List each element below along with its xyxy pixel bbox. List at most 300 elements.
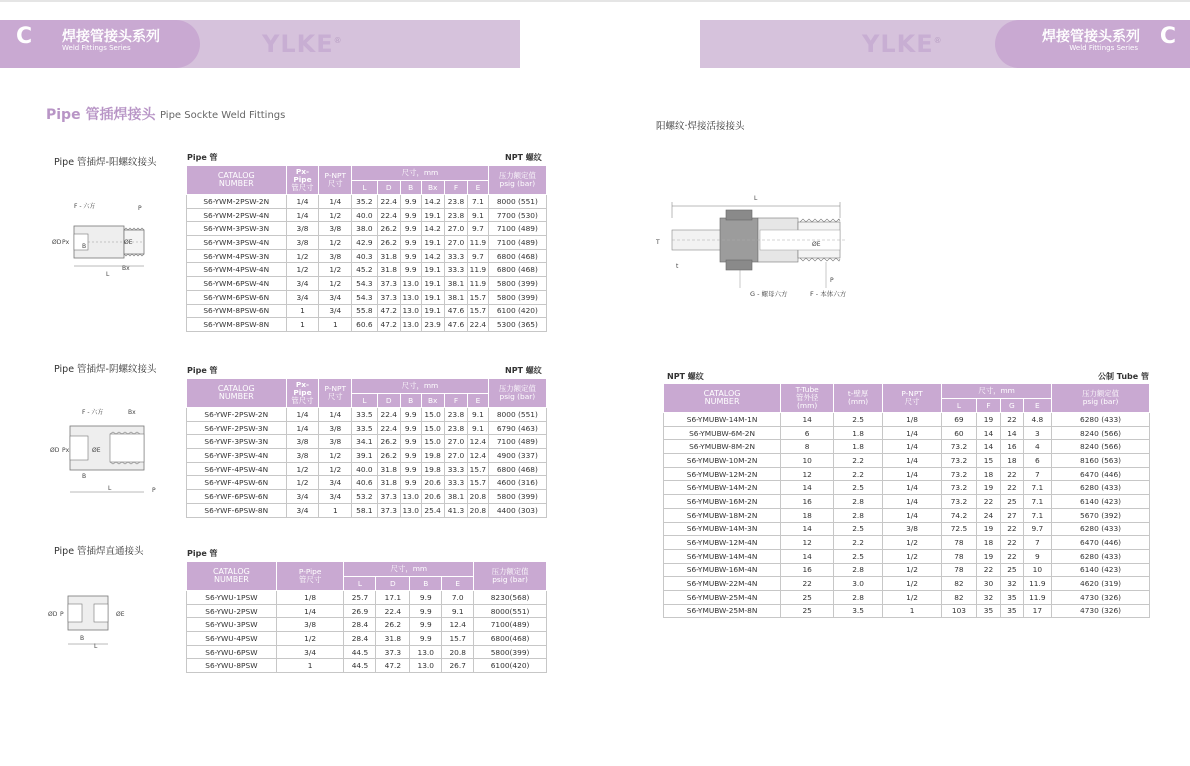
sec1-h-catalog: CATALOG NUMBER (187, 166, 287, 195)
svg-text:ØE: ØE (812, 241, 821, 248)
value-cell: 20.8 (442, 645, 474, 659)
value-cell: 13.0 (400, 277, 421, 291)
value-cell: 3/4 (319, 304, 352, 318)
value-cell: 11.9 (468, 277, 489, 291)
catalog-number-cell: S6-YMUBW-12M-4N (664, 536, 781, 550)
value-cell: 103 (942, 604, 977, 618)
value-cell: 25 (1001, 495, 1023, 509)
value-cell: 32 (1001, 577, 1023, 591)
svg-text:Px: Px (62, 447, 70, 454)
sec4-table-row (664, 454, 1150, 468)
value-cell: 6140 (423) (1052, 495, 1150, 509)
value-cell: 47.6 (444, 304, 467, 318)
value-cell: 27.0 (444, 435, 467, 449)
value-cell: 17 (1023, 604, 1052, 618)
catalog-number-cell: S6-YMUBW-14M-2N (664, 481, 781, 495)
brand-logo: YLKE® (262, 30, 343, 58)
sec2-h-pxpipe: Px-Pipe 管尺寸 (286, 379, 319, 408)
value-cell: 15.7 (442, 632, 474, 646)
value-cell: 9.1 (442, 604, 474, 618)
svg-text:T: T (656, 239, 660, 246)
value-cell: 15.0 (421, 421, 444, 435)
value-cell: 7100 (489) (488, 236, 546, 250)
value-cell: 9.9 (400, 421, 421, 435)
sec2-h-press: 压力额定值 psig (bar) (488, 379, 546, 408)
value-cell: 18 (1001, 454, 1023, 468)
value-cell: 8160 (563) (1052, 454, 1150, 468)
value-cell: 20.8 (468, 503, 489, 517)
catalog-number-cell: S6-YMUBW-6M-2N (664, 426, 781, 440)
catalog-number-cell: S6-YWU-1PSW (187, 591, 277, 605)
value-cell: 31.8 (377, 462, 400, 476)
value-cell: 2.2 (834, 467, 883, 481)
value-cell: 19.1 (421, 290, 444, 304)
value-cell: 23.8 (444, 208, 467, 222)
value-cell: 60 (942, 426, 977, 440)
value-cell: 9.9 (400, 208, 421, 222)
sec3-table-row (187, 604, 547, 618)
brand-logo-right: YLKE® (862, 30, 943, 58)
value-cell: 20.6 (421, 490, 444, 504)
value-cell: 19 (976, 549, 1000, 563)
value-cell: 9.9 (400, 408, 421, 422)
sec3-title: Pipe 管插焊直通接头 (54, 546, 144, 557)
sec4-table-row (664, 604, 1150, 618)
sec2-table-row (187, 435, 547, 449)
sec1-title: Pipe 管插焊-阳螺纹接头 (54, 157, 157, 168)
value-cell: 11.9 (1023, 577, 1052, 591)
value-cell: 40.3 (352, 249, 377, 263)
svg-text:Px: Px (62, 239, 70, 246)
value-cell: 4400 (303) (488, 503, 546, 517)
value-cell: 15.7 (468, 290, 489, 304)
value-cell: 5800 (399) (488, 490, 546, 504)
value-cell: 74.2 (942, 508, 977, 522)
sec2-table-row (187, 449, 547, 463)
value-cell: 6470 (446) (1052, 467, 1150, 481)
sec1-npt-label: NPT 螺纹 (505, 153, 542, 162)
sec4-h-catalog: CATALOG NUMBER (664, 384, 781, 413)
value-cell: 2.5 (834, 481, 883, 495)
value-cell: 12.4 (442, 618, 474, 632)
value-cell: 8240 (566) (1052, 426, 1150, 440)
value-cell: 3/4 (319, 290, 352, 304)
value-cell: 22.4 (468, 318, 489, 332)
value-cell: 2.8 (834, 563, 883, 577)
value-cell: 22.4 (377, 408, 400, 422)
value-cell: 23.8 (444, 195, 467, 209)
value-cell: 4620 (319) (1052, 577, 1150, 591)
value-cell: 13.0 (400, 304, 421, 318)
value-cell: 3.5 (834, 604, 883, 618)
value-cell: 16 (781, 495, 834, 509)
value-cell: 1/4 (883, 426, 942, 440)
catalog-number-cell: S6-YWM-4PSW-4N (187, 263, 287, 277)
sec4-spec-table (663, 383, 1150, 618)
sec1-h-pnpt: P-NPT 尺寸 (319, 166, 352, 195)
value-cell: 13.0 (410, 645, 442, 659)
catalog-number-cell: S6-YWU-2PSW (187, 604, 277, 618)
value-cell: 6800 (468) (488, 263, 546, 277)
sec2-female-connector-drawing (48, 404, 168, 498)
value-cell: 38.1 (444, 277, 467, 291)
sec3-col-e: E (442, 577, 474, 591)
value-cell: 11.9 (468, 236, 489, 250)
value-cell: 14 (781, 413, 834, 427)
value-cell: 78 (942, 536, 977, 550)
svg-text:F - 本体六方: F - 本体六方 (810, 290, 847, 298)
sec1-h-press: 压力额定值 psig (bar) (488, 166, 546, 195)
sec2-table-row (187, 476, 547, 490)
catalog-number-cell: S6-YWM-3PSW-3N (187, 222, 287, 236)
value-cell: 22 (976, 563, 1000, 577)
svg-text:F - 六方: F - 六方 (82, 409, 104, 416)
value-cell: 4730 (326) (1052, 590, 1150, 604)
value-cell: 8240 (566) (1052, 440, 1150, 454)
value-cell: 2.8 (834, 495, 883, 509)
value-cell: 41.3 (444, 503, 467, 517)
top-rule (0, 0, 1190, 2)
series-title-en: Weld Fittings Series (62, 44, 131, 52)
catalog-number-cell: S6-YWF-2PSW-3N (187, 421, 287, 435)
sec3-table-row (187, 645, 547, 659)
sec3-h-press: 压力额定值 psig (bar) (474, 562, 547, 591)
value-cell: 37.3 (376, 645, 410, 659)
value-cell: 1/2 (883, 549, 942, 563)
value-cell: 35 (976, 604, 1000, 618)
value-cell: 1/2 (286, 462, 319, 476)
value-cell: 73.2 (942, 440, 977, 454)
value-cell: 22 (1001, 536, 1023, 550)
value-cell: 3/4 (286, 290, 319, 304)
value-cell: 27 (1001, 508, 1023, 522)
value-cell: 26.2 (377, 449, 400, 463)
sec1-male-connector-drawing (48, 200, 158, 280)
sec2-table-row (187, 490, 547, 504)
sec4-table-row (664, 549, 1150, 563)
value-cell: 19.8 (421, 462, 444, 476)
sec2-col-b: B (400, 394, 421, 408)
value-cell: 26.7 (442, 659, 474, 673)
sec1-col-bx: Bx (421, 181, 444, 195)
value-cell: 37.3 (377, 277, 400, 291)
sec1-table-row (187, 277, 547, 291)
value-cell: 22 (1001, 467, 1023, 481)
value-cell: 12 (781, 467, 834, 481)
value-cell: 9.7 (1023, 522, 1052, 536)
section-tab-right (995, 20, 1190, 68)
catalog-number-cell: S6-YWF-3PSW-3N (187, 435, 287, 449)
value-cell: 35.2 (352, 195, 377, 209)
series-title-cn: 焊接管接头系列 (62, 29, 160, 45)
value-cell: 14.2 (421, 195, 444, 209)
svg-text:P: P (60, 611, 64, 618)
value-cell: 53.2 (352, 490, 377, 504)
value-cell: 9.9 (410, 618, 442, 632)
value-cell: 6470 (446) (1052, 536, 1150, 550)
value-cell: 7.1 (1023, 481, 1052, 495)
svg-text:P: P (138, 205, 142, 212)
value-cell: 26.2 (376, 618, 410, 632)
catalog-number-cell: S6-YWM-6PSW-4N (187, 277, 287, 291)
series-title-cn-right: 焊接管接头系列 (1042, 29, 1140, 45)
value-cell: 7 (1023, 536, 1052, 550)
sec2-col-f: F (444, 394, 467, 408)
value-cell: 73.2 (942, 467, 977, 481)
value-cell: 7100 (489) (488, 435, 546, 449)
value-cell: 9.9 (400, 263, 421, 277)
catalog-number-cell: S6-YWF-6PSW-6N (187, 490, 287, 504)
sec4-tube-label: 公制 Tube 管 (1098, 372, 1149, 381)
value-cell: 14 (781, 549, 834, 563)
sec2-table-row (187, 462, 547, 476)
value-cell: 1/4 (319, 408, 352, 422)
sec3-table-row (187, 632, 547, 646)
value-cell: 1/2 (883, 536, 942, 550)
value-cell: 33.3 (444, 462, 467, 476)
svg-text:ØD: ØD (50, 447, 60, 454)
sec2-col-bx: Bx (421, 394, 444, 408)
value-cell: 35 (1001, 604, 1023, 618)
catalog-number-cell: S6-YWF-2PSW-2N (187, 408, 287, 422)
sec2-pipe-label: Pipe 管 (187, 366, 218, 375)
value-cell: 60.6 (352, 318, 377, 332)
section-letter-right: C (1159, 24, 1176, 49)
value-cell: 72.5 (942, 522, 977, 536)
value-cell: 9.7 (468, 222, 489, 236)
value-cell: 5300 (365) (488, 318, 546, 332)
sec4-h-press: 压力额定值 psig (bar) (1052, 384, 1150, 413)
value-cell: 26.2 (377, 236, 400, 250)
value-cell: 82 (942, 577, 977, 591)
value-cell: 22.4 (377, 421, 400, 435)
value-cell: 3/4 (319, 490, 352, 504)
sec4-col-e: E (1023, 399, 1052, 413)
value-cell: 9.9 (410, 632, 442, 646)
svg-text:ØD: ØD (48, 611, 58, 618)
value-cell: 1.8 (834, 426, 883, 440)
value-cell: 31.8 (377, 476, 400, 490)
value-cell: 22.4 (376, 604, 410, 618)
value-cell: 9.9 (410, 604, 442, 618)
value-cell: 1 (883, 604, 942, 618)
value-cell: 7100(489) (474, 618, 547, 632)
sec4-table-row (664, 467, 1150, 481)
catalog-number-cell: S6-YMUBW-16M-2N (664, 495, 781, 509)
right-heading: 阳螺纹·焊接活接接头 (656, 121, 745, 132)
value-cell: 1/2 (319, 208, 352, 222)
value-cell: 13.0 (410, 659, 442, 673)
value-cell: 19 (976, 413, 1000, 427)
sec4-table-row (664, 426, 1150, 440)
value-cell: 2.5 (834, 413, 883, 427)
value-cell: 34.1 (352, 435, 377, 449)
value-cell: 1/2 (286, 249, 319, 263)
value-cell: 2.8 (834, 590, 883, 604)
sec1-table-row (187, 195, 547, 209)
value-cell: 24 (976, 508, 1000, 522)
sec3-h-dim: 尺寸，mm (344, 562, 474, 577)
value-cell: 14 (781, 481, 834, 495)
sec1-table-row (187, 236, 547, 250)
value-cell: 27.0 (444, 236, 467, 250)
value-cell: 33.3 (444, 476, 467, 490)
sec3-table-row (187, 591, 547, 605)
value-cell: 9.9 (400, 222, 421, 236)
value-cell: 5800 (399) (488, 290, 546, 304)
value-cell: 9.1 (468, 421, 489, 435)
value-cell: 6100(420) (474, 659, 547, 673)
value-cell: 17.1 (376, 591, 410, 605)
value-cell: 8230(568) (474, 591, 547, 605)
value-cell: 33.3 (444, 263, 467, 277)
value-cell: 9.9 (400, 449, 421, 463)
value-cell: 3/8 (286, 222, 319, 236)
value-cell: 18 (781, 508, 834, 522)
value-cell: 6140 (423) (1052, 563, 1150, 577)
value-cell: 6 (781, 426, 834, 440)
value-cell: 18 (976, 467, 1000, 481)
svg-text:Bx: Bx (122, 265, 130, 272)
value-cell: 33.5 (352, 421, 377, 435)
svg-text:B: B (80, 635, 85, 642)
sec4-table-row (664, 563, 1150, 577)
value-cell: 47.6 (444, 318, 467, 332)
value-cell: 3/8 (286, 236, 319, 250)
value-cell: 1/8 (883, 413, 942, 427)
value-cell: 10 (781, 454, 834, 468)
value-cell: 18 (976, 536, 1000, 550)
value-cell: 6280 (433) (1052, 413, 1150, 427)
sec2-h-dim: 尺寸，mm (352, 379, 489, 394)
value-cell: 7.1 (468, 195, 489, 209)
sec4-table-row (664, 590, 1150, 604)
svg-text:B: B (82, 243, 87, 250)
value-cell: 1 (276, 659, 344, 673)
sec1-table-row (187, 318, 547, 332)
value-cell: 1/4 (286, 195, 319, 209)
sec3-union-drawing (44, 590, 134, 650)
value-cell: 6 (1023, 454, 1052, 468)
value-cell: 13.0 (400, 290, 421, 304)
sec2-title: Pipe 管插焊-阴螺纹接头 (54, 364, 157, 375)
svg-text:t: t (676, 263, 679, 270)
svg-text:P: P (152, 487, 156, 494)
value-cell: 1/2 (883, 590, 942, 604)
value-cell: 42.9 (352, 236, 377, 250)
value-cell: 7.1 (1023, 495, 1052, 509)
value-cell: 14 (1001, 426, 1023, 440)
value-cell: 7.1 (1023, 508, 1052, 522)
value-cell: 31.8 (376, 632, 410, 646)
value-cell: 44.5 (344, 659, 376, 673)
value-cell: 9.9 (400, 236, 421, 250)
svg-text:ØE: ØE (124, 239, 133, 246)
value-cell: 40.0 (352, 462, 377, 476)
catalog-number-cell: S6-YWM-3PSW-4N (187, 236, 287, 250)
value-cell: 78 (942, 563, 977, 577)
value-cell: 9.9 (410, 591, 442, 605)
value-cell: 1/2 (276, 632, 344, 646)
value-cell: 5800(399) (474, 645, 547, 659)
value-cell: 1/4 (276, 604, 344, 618)
value-cell: 4 (1023, 440, 1052, 454)
value-cell: 47.2 (376, 659, 410, 673)
value-cell: 15 (976, 454, 1000, 468)
value-cell: 2.5 (834, 549, 883, 563)
value-cell: 9.9 (400, 249, 421, 263)
sec4-h-pnpt: P-NPT 尺寸 (883, 384, 942, 413)
catalog-number-cell: S6-YWU-4PSW (187, 632, 277, 646)
catalog-number-cell: S6-YWF-4PSW-6N (187, 476, 287, 490)
value-cell: 19.1 (421, 236, 444, 250)
svg-text:L: L (94, 643, 98, 650)
sec3-table-row (187, 659, 547, 673)
value-cell: 25 (781, 590, 834, 604)
value-cell: 9.9 (400, 195, 421, 209)
value-cell: 37.3 (377, 290, 400, 304)
value-cell: 1/4 (883, 440, 942, 454)
value-cell: 9.1 (468, 208, 489, 222)
svg-text:L: L (106, 271, 110, 278)
value-cell: 9.7 (468, 249, 489, 263)
catalog-number-cell: S6-YWU-6PSW (187, 645, 277, 659)
value-cell: 3/8 (319, 249, 352, 263)
value-cell: 37.3 (377, 490, 400, 504)
svg-text:ØE: ØE (116, 611, 125, 618)
page-heading: Pipe 管插焊接头 (46, 107, 156, 123)
value-cell: 4900 (337) (488, 449, 546, 463)
value-cell: 25 (1001, 563, 1023, 577)
value-cell: 20.6 (421, 476, 444, 490)
value-cell: 19.8 (421, 449, 444, 463)
sec4-col-f: F (976, 399, 1000, 413)
catalog-number-cell: S6-YWM-8PSW-6N (187, 304, 287, 318)
sec2-table-row (187, 421, 547, 435)
value-cell: 3/4 (286, 277, 319, 291)
value-cell: 1/4 (319, 195, 352, 209)
value-cell: 16 (781, 563, 834, 577)
catalog-number-cell: S6-YWM-6PSW-6N (187, 290, 287, 304)
value-cell: 22 (976, 495, 1000, 509)
value-cell: 10 (1023, 563, 1052, 577)
svg-text:Bx: Bx (128, 409, 136, 416)
sec4-table-row (664, 495, 1150, 509)
value-cell: 6280 (433) (1052, 481, 1150, 495)
sec2-h-catalog: CATALOG NUMBER (187, 379, 287, 408)
value-cell: 1.8 (834, 440, 883, 454)
value-cell: 19.1 (421, 304, 444, 318)
catalog-number-cell: S6-YMUBW-10M-2N (664, 454, 781, 468)
weld-union-drawing (650, 188, 870, 303)
sec4-table-row (664, 413, 1150, 427)
value-cell: 3/4 (286, 503, 319, 517)
catalog-number-cell: S6-YWM-8PSW-8N (187, 318, 287, 332)
value-cell: 16 (1001, 440, 1023, 454)
value-cell: 12.4 (468, 435, 489, 449)
value-cell: 12.4 (468, 449, 489, 463)
value-cell: 22.4 (377, 195, 400, 209)
value-cell: 6100 (420) (488, 304, 546, 318)
value-cell: 8000 (551) (488, 408, 546, 422)
value-cell: 13.0 (400, 490, 421, 504)
value-cell: 4730 (326) (1052, 604, 1150, 618)
value-cell: 1/2 (883, 577, 942, 591)
svg-text:B: B (82, 473, 87, 480)
catalog-number-cell: S6-YMUBW-18M-2N (664, 508, 781, 522)
catalog-number-cell: S6-YWF-3PSW-4N (187, 449, 287, 463)
value-cell: 1/4 (286, 408, 319, 422)
